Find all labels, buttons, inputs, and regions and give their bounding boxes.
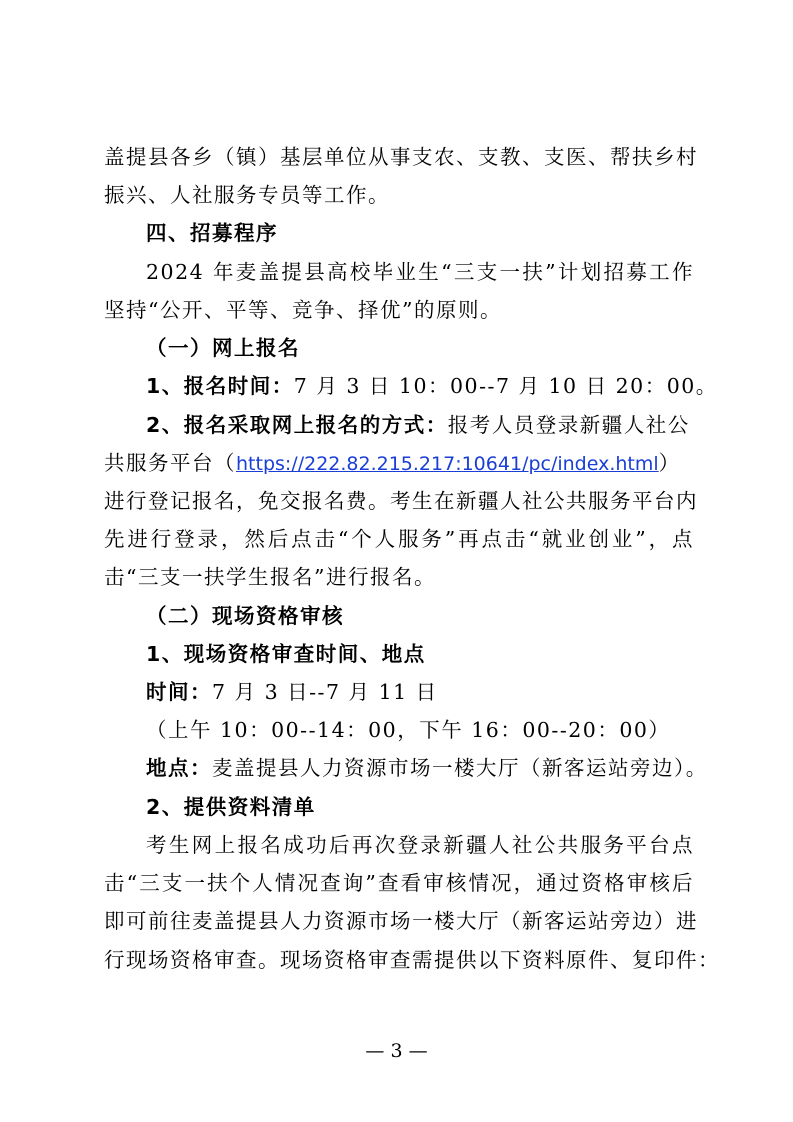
registration-link[interactable]: https://222.82.215.217:10641/pc/index.html (236, 453, 659, 475)
text-fragment: 共服务平台（ (104, 451, 236, 475)
item-text: 7 月 3 日 10：00--7 月 10 日 20：00。 (293, 374, 718, 398)
paragraph-line (146, 367, 718, 405)
page-number: — 3 — (365, 1040, 428, 1062)
paragraph-line: 坚持“公开、平等、竞争、择优”的原则。 (104, 298, 502, 322)
paragraph-line (146, 406, 694, 444)
paragraph-line: 先进行登录，然后点击“个人服务”再点击“就业创业”，点 (104, 527, 694, 551)
paragraph-line: 进行登记报名，免交报名费。考生在新疆人社公共服务平台内 (104, 489, 698, 513)
paragraph-line: 即可前往麦盖提县人力资源市场一楼大厅（新客运站旁边）进 (104, 909, 698, 933)
paragraph-line: 击“三支一扶个人情况查询”查看审核情况，通过资格审核后 (104, 871, 694, 895)
text-fragment: ） (658, 451, 681, 475)
paragraph-line (146, 749, 708, 787)
place-label: 地点： (146, 756, 212, 780)
section-heading: 四、招募程序 (146, 221, 278, 245)
item-label: 2、报名采取网上报名的方式： (146, 413, 448, 437)
subsection-heading: 2、提供资料清单 (146, 795, 316, 819)
subsection-heading: （一）网上报名 (146, 336, 300, 360)
paragraph-line: 考生网上报名成功后再次登录新疆人社公共服务平台点 (146, 833, 694, 857)
time-text: 7 月 3 日--7 月 11 日 (212, 680, 438, 704)
paragraph-line: （上午 10：00--14：00，下午 16：00--20：00） (146, 718, 671, 742)
paragraph-line (104, 444, 694, 483)
item-label: 1、报名时间： (146, 374, 294, 398)
item-text: 报考人员登录新疆人社公 (447, 413, 690, 437)
paragraph-line: 击“三支一扶学生报名”进行报名。 (104, 565, 436, 589)
place-text: 麦盖提县人力资源市场一楼大厅（新客运站旁边）。 (212, 756, 708, 780)
paragraph-line: 振兴、人社服务专员等工作。 (104, 183, 390, 207)
subsection-heading: （二）现场资格审核 (146, 604, 344, 628)
paragraph-line (146, 673, 694, 711)
paragraph-line: 2024 年麦盖提县高校毕业生“三支一扶”计划招募工作 (146, 260, 694, 284)
time-label: 时间： (146, 680, 212, 704)
paragraph-line: 行现场资格审查。现场资格审查需提供以下资料原件、复印件： (104, 948, 720, 972)
paragraph-line: 盖提县各乡（镇）基层单位从事支农、支教、支医、帮扶乡村 (104, 145, 698, 169)
subsection-heading: 1、现场资格审查时间、地点 (146, 642, 426, 666)
